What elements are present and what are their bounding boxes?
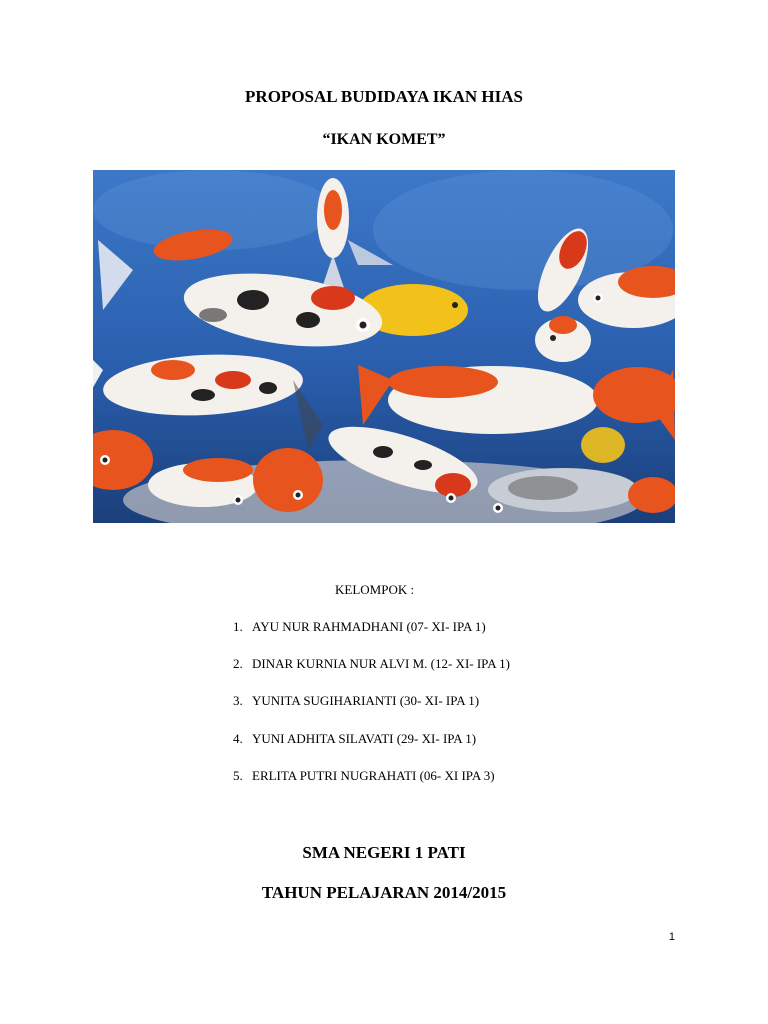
member-number: 5. xyxy=(233,768,243,783)
member-name: YUNITA SUGIHARIANTI (30- XI- IPA 1) xyxy=(252,693,480,708)
member-list-item xyxy=(233,619,486,635)
member-name: ERLITA PUTRI NUGRAHATI (06- XI IPA 3) xyxy=(252,768,495,783)
page-number: 1 xyxy=(668,931,675,943)
academic-year: TAHUN PELAJARAN 2014/2015 xyxy=(261,883,507,902)
member-number: 1. xyxy=(233,619,243,634)
member-list-item xyxy=(233,731,476,747)
koi-fish-photo xyxy=(93,170,675,523)
member-name: DINAR KURNIA NUR ALVI M. (12- XI- IPA 1) xyxy=(252,656,510,671)
member-number: 2. xyxy=(233,656,243,671)
member-name: YUNI ADHITA SILAVATI (29- XI- IPA 1) xyxy=(252,731,477,746)
document-subtitle: “IKAN KOMET” xyxy=(322,131,446,148)
member-list-item xyxy=(233,656,510,672)
member-list-item xyxy=(233,693,479,709)
member-name: AYU NUR RAHMADHANI (07- XI- IPA 1) xyxy=(252,619,486,634)
school-name: SMA NEGERI 1 PATI xyxy=(302,843,466,862)
member-number: 4. xyxy=(233,731,243,746)
document-title: PROPOSAL BUDIDAYA IKAN HIAS xyxy=(245,87,523,106)
member-number: 3. xyxy=(233,693,243,708)
member-list-item xyxy=(233,768,495,784)
group-label: KELOMPOK : xyxy=(335,582,415,597)
